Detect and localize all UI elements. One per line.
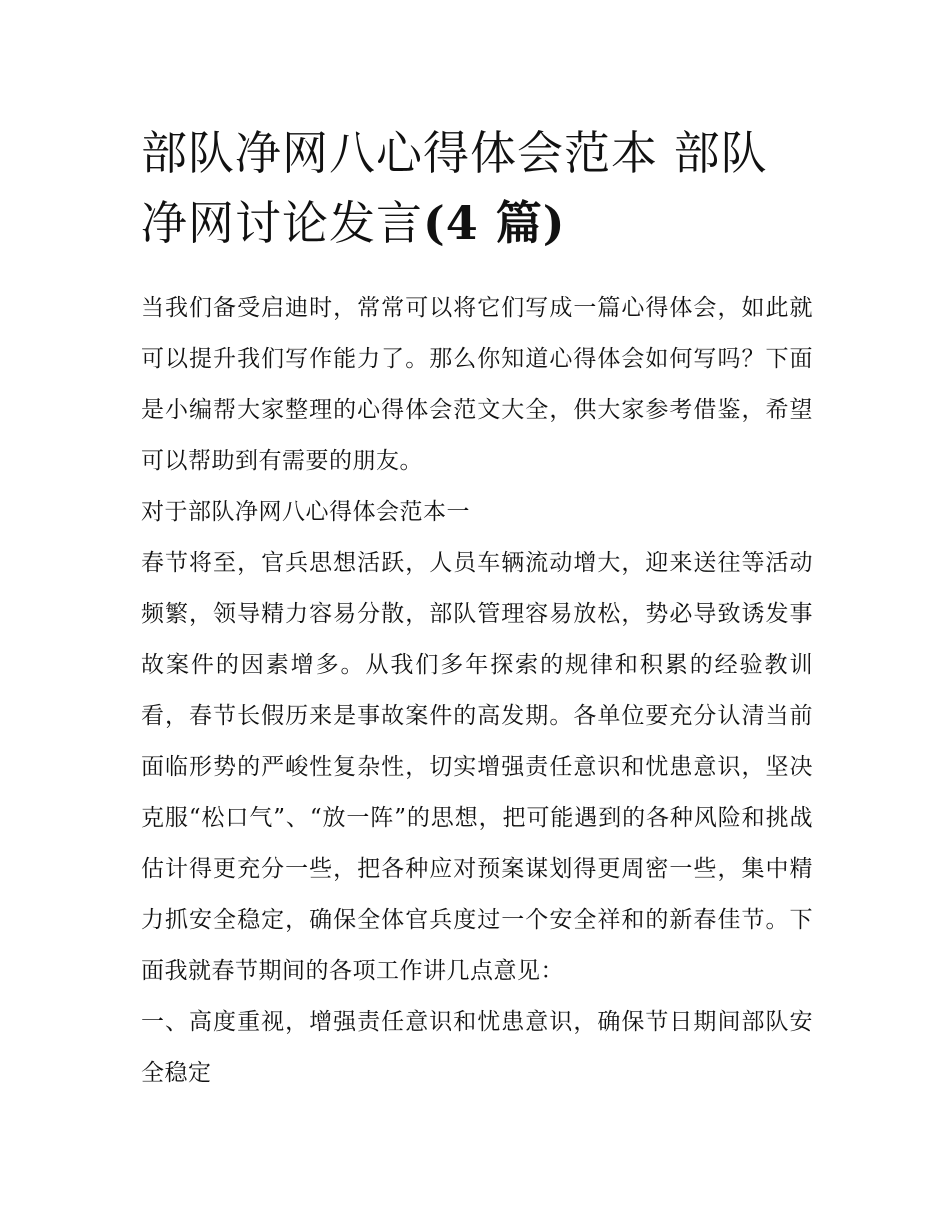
- document-title-main: 部队净网八心得体会范本 部队净网讨论发言: [141, 126, 768, 250]
- intro-paragraph: 当我们备受启迪时，常常可以将它们写成一篇心得体会，如此就可以提升我们写作能力了。那么你知道心得体会如何写吗？下面是小编帮大家整理的心得体会范文大全，供大家参考借鉴，希望可以帮助到有需要的朋友。: [141, 295, 813, 474]
- body-paragraph: 春节将至，官兵思想活跃，人员车辆流动增大，迎来送往等活动频繁，领导精力容易分散，部队管理容易放松，势必导致诱发事故案件的因素增多。从我们多年探索的规律和积累的经验教训看，春节长假历来是事故案件的高发期。各单位要充分认清当前面临形势的严峻性复杂性，切实增强责任意识和忧患意识，坚决克服“松口气”、“放一阵”的思想，把可能遇到的各种风险和挑战估计得更充分一些，把各种应对预案谋划得更周密一些，集中精力抓安全稳定，确保全体官兵度过一个安全祥和的新春佳节。下面我就春节期间的各项工作讲几点意见：: [141, 550, 813, 984]
- document-page: [141, 118, 813, 1099]
- point-one-heading: 一、高度重视，增强责任意识和忧患意识，确保节日期间部队安全稳定: [141, 1009, 813, 1086]
- document-title: [141, 118, 813, 258]
- document-title-tail: (4 篇): [423, 196, 566, 250]
- section-title: 对于部队净网八心得体会范本一: [141, 499, 470, 525]
